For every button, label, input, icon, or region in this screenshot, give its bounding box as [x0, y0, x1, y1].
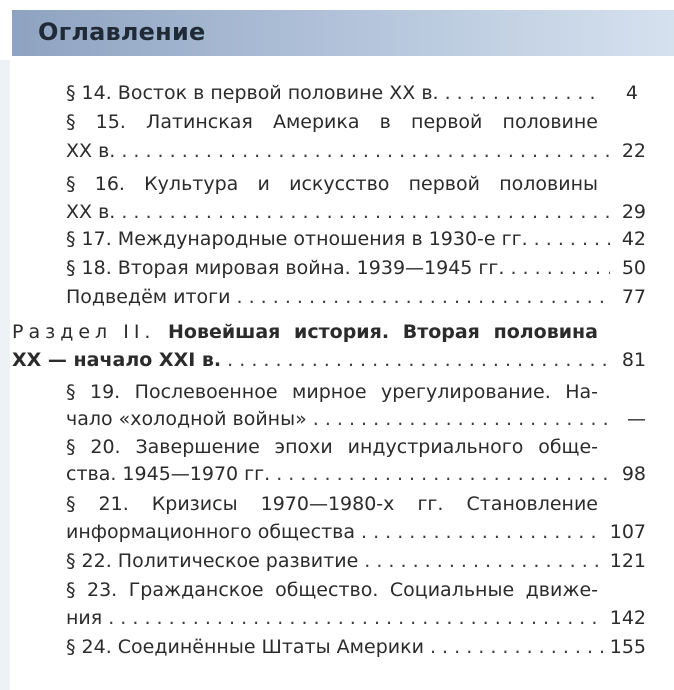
toc-entry-title: § 14. Восток в первой половине XX в. — [66, 82, 439, 104]
section-header-bar — [12, 10, 674, 56]
dot-leader — [445, 79, 602, 107]
toc-entry-page: 29 — [621, 201, 646, 223]
toc-entry-20[interactable] — [66, 460, 646, 488]
toc-entry-17[interactable] — [66, 225, 646, 253]
toc-entry-title: Подведём итоги — [66, 286, 231, 308]
dot-leader — [361, 518, 604, 546]
toc-entry-page: 98 — [621, 463, 646, 485]
toc-entry-20-line1[interactable] — [66, 433, 598, 461]
dot-leader — [121, 137, 610, 165]
toc-entry-title: § 22. Политическое развитие — [66, 550, 359, 572]
dot-leader — [237, 283, 610, 311]
toc-entry-23-line1[interactable] — [66, 576, 598, 604]
section-title-cont: XX — начало XXI в. — [12, 349, 222, 371]
toc-entry-title: § 23. Гражданское общество. Социальные движе- — [66, 579, 598, 601]
toc-entry-title: § 19. Послевоенное мирное урегулирование. На- — [66, 381, 598, 403]
toc-entry-title-cont: XX в. — [66, 140, 116, 162]
dot-leader — [313, 405, 610, 433]
toc-entry-title-cont: ства. 1945—1970 гг. — [66, 463, 271, 485]
toc-entry-title-cont: информационного общества — [66, 521, 355, 543]
toc-entry-page: 50 — [621, 257, 646, 279]
page-edge-shadow — [0, 60, 10, 690]
dot-leader — [510, 254, 610, 282]
toc-entry-19-line1[interactable] — [66, 378, 598, 406]
toc-entry-title-cont: ния — [66, 607, 103, 629]
toc-entry-page: 22 — [621, 140, 646, 162]
toc-entry-23[interactable] — [66, 604, 646, 632]
toc-entry-summary[interactable] — [66, 283, 646, 311]
toc-entry-page: 121 — [609, 550, 646, 572]
toc-entry-15-line1[interactable] — [66, 108, 598, 136]
toc-section-2[interactable] — [12, 346, 646, 374]
toc-entry-page: 81 — [621, 349, 646, 371]
toc-entry-22[interactable] — [66, 547, 646, 575]
dot-leader — [108, 604, 604, 632]
toc-section-2-line1[interactable] — [12, 318, 598, 346]
toc-entry-title-cont: XX в. — [66, 201, 116, 223]
dot-leader — [276, 460, 610, 488]
toc-entry-15[interactable] — [66, 137, 646, 165]
toc-entry-title: § 21. Кризисы 1970—1980-х гг. Становление — [66, 493, 598, 515]
section-label: Раздел II. — [12, 321, 156, 343]
dot-leader — [121, 198, 610, 226]
toc-entry-16[interactable] — [66, 198, 646, 226]
toc-entry-18[interactable] — [66, 254, 646, 282]
toc-entry-24[interactable] — [66, 633, 646, 661]
toc-entry-19[interactable] — [66, 405, 646, 433]
dot-leader — [227, 346, 610, 374]
toc-entry-page: 77 — [621, 286, 646, 308]
section-title: Новейшая история. Вторая половина — [168, 321, 598, 343]
toc-entry-page: 4 — [625, 82, 638, 104]
toc-entry-title: § 18. Вторая мировая война. 1939—1945 гг. — [66, 257, 505, 279]
toc-entry-title: § 17. Международные отношения в 1930-е гг. — [66, 228, 528, 250]
toc-entry-page: 155 — [609, 636, 646, 658]
toc-entry-page: 42 — [621, 228, 646, 250]
toc-entry-title: § 24. Соединённые Штаты Америки — [66, 636, 424, 658]
toc-entry-page: — — [627, 408, 646, 430]
toc-entry-21[interactable] — [66, 518, 646, 546]
toc-entry-title-cont: чало «холодной войны» — [66, 408, 307, 430]
toc-entry-page: 142 — [609, 607, 646, 629]
toc-entry-16-line1[interactable] — [66, 170, 598, 198]
toc-entry-14[interactable] — [66, 79, 638, 107]
dot-leader — [534, 225, 610, 253]
toc-entry-21-line1[interactable] — [66, 490, 598, 518]
dot-leader — [430, 633, 604, 661]
toc-entry-title: § 20. Завершение эпохи индустриального обще- — [66, 436, 598, 458]
dot-leader — [364, 547, 603, 575]
toc-entry-title: § 16. Культура и искусство первой половины — [66, 173, 598, 195]
toc-entry-page: 107 — [609, 521, 646, 543]
page-title: Оглавление — [38, 18, 206, 46]
toc-entry-title: § 15. Латинская Америка в первой половине — [66, 111, 598, 133]
